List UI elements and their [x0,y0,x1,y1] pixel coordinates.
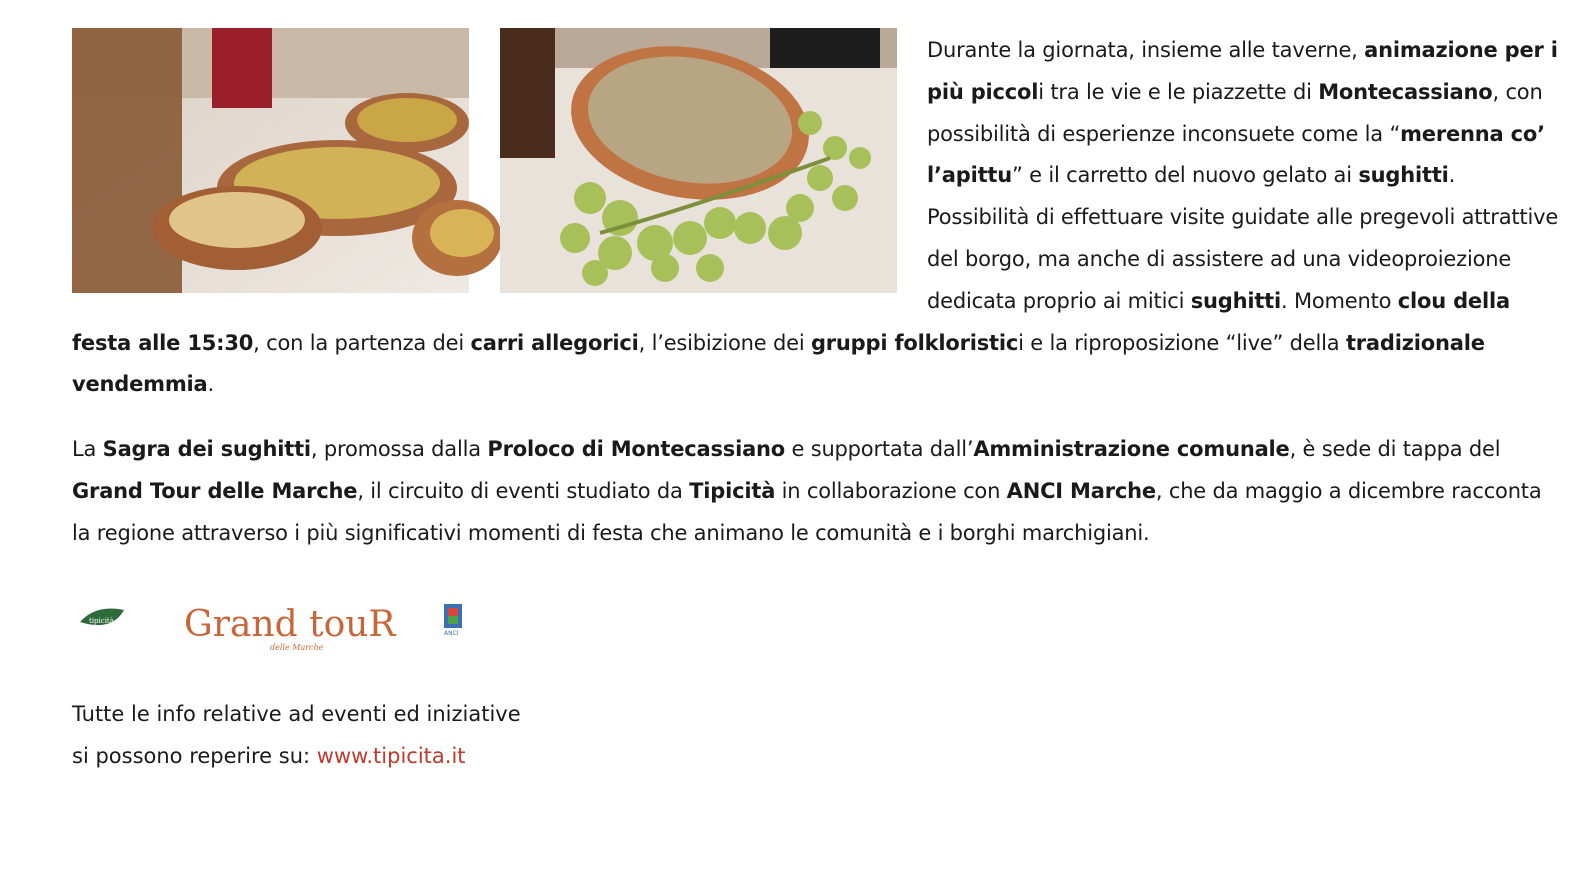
info-block [72,694,521,778]
tipicita-logo[interactable] [78,606,126,638]
grand-tour-logo-text: Grand touR [184,604,396,645]
grand-tour-logo-subtext: delle Marche [270,643,324,652]
bold-text-run: Sagra dei sughitti [102,437,311,462]
text-run: in collaborazione con [775,478,1007,503]
info-line-2-prefix: si possono reperire su: [72,743,317,768]
text-run: e supportata dall’ [785,437,974,462]
anci-marche-logo[interactable] [442,602,464,642]
bold-text-run: Montecassiano [1318,79,1493,104]
text-run: , il circuito di eventi studiato da [357,478,690,503]
info-line-1: Tutte le info relative ad eventi ed iniziative [72,702,521,726]
bold-text-run: tradizionale vendemmia [72,330,1485,397]
text-run: La [72,437,103,462]
partner-logos [72,596,492,656]
tipicita-website-link[interactable]: www.tipicita.it [316,743,466,768]
text-run: , è sede di tappa del [1289,437,1501,462]
sagra-description-paragraph [72,429,1560,554]
bold-text-run: ANCI Marche [1006,478,1156,503]
text-run: i tra le vie e le piazzette di [1038,79,1319,104]
text-run: . Possibilità di effettuare visite guidate alle pregevoli attrattive del borgo, ma anche di assistere ad una videoproiezione dedicata proprio ai mitici [927,163,1559,313]
sughitti-plates-photo[interactable] [72,28,469,293]
text-run: , con possibilità di esperienze inconsuete come la “ [927,79,1543,146]
text-run: i e la riproposizione “live” della [1018,330,1346,355]
bold-text-run: carri allegorici [470,330,639,355]
anci-logo-text: ANCI [444,630,459,637]
bold-text-run: sughitti [1358,163,1449,188]
info-line-2 [72,736,521,778]
text-run: Durante la giornata, insieme alle taverne, [927,38,1365,62]
bold-text-run: Proloco di Montecassiano [487,437,786,462]
text-run: . Momento [1281,288,1398,313]
bold-text-run: animazione per i più piccol [927,38,1558,104]
bold-text-run: gruppi folkloristic [810,330,1019,355]
bold-text-run: Amministrazione comunale [973,437,1290,462]
article-content [72,28,1560,555]
text-run: , che da maggio a dicembre racconta la regione attraverso i più significativi momenti di festa che animano le comunità e i borghi marchigiani. [72,478,1542,545]
text-run: . [207,372,214,397]
bold-text-run: Tipicità [689,478,776,503]
grand-tour-logo[interactable] [184,600,396,656]
bold-text-run: clou della festa alle 15:30 [72,288,1510,355]
text-run: , con la partenza dei [253,330,471,355]
text-run: , l’esibizione dei [638,330,811,355]
bold-text-run: sughitti [1190,288,1281,313]
sughitti-grapes-photo[interactable] [500,28,897,293]
bold-text-run: Grand Tour delle Marche [72,478,358,503]
photo-gallery [72,28,924,304]
bold-text-run: merenna co’ l’apittu [927,121,1545,188]
tipicita-logo-text: tipicità [89,617,114,625]
text-run: , promossa dalla [310,437,488,462]
text-run: ” e il carretto del nuovo gelato ai [1012,163,1359,188]
